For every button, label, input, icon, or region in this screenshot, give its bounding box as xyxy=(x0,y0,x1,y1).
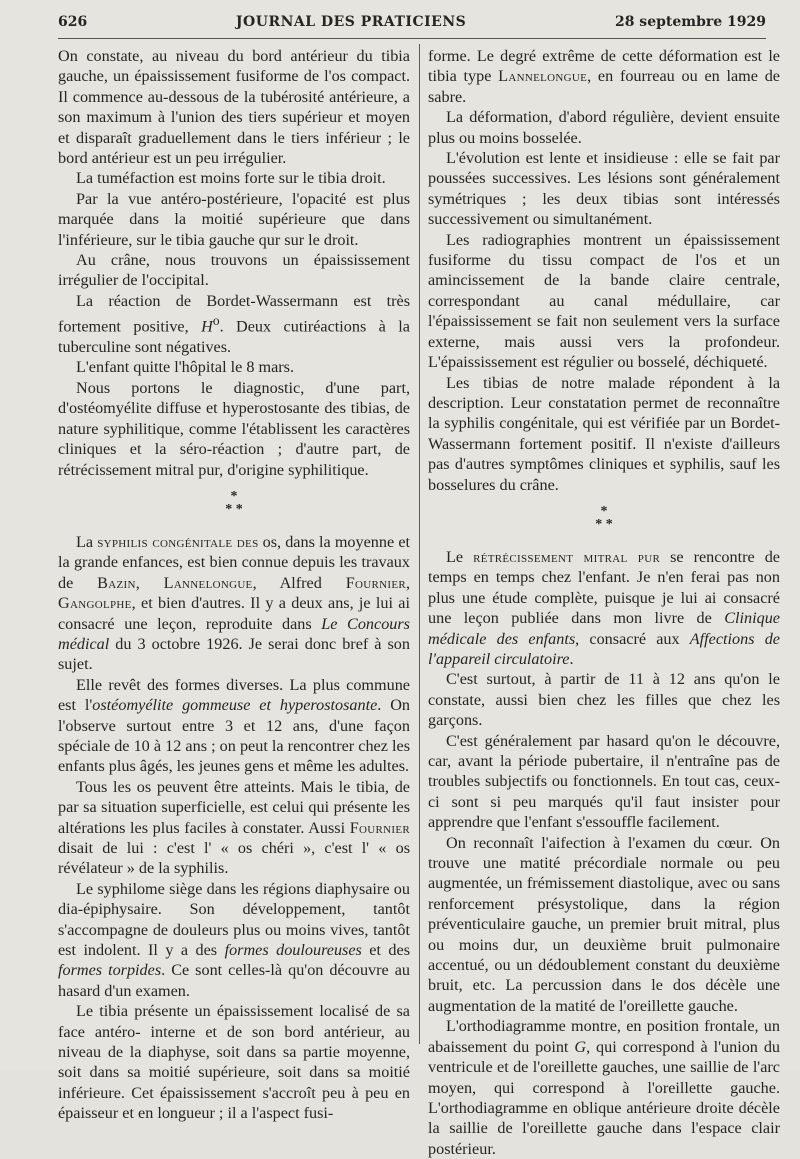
paragraph: On reconnaît l'aifection à l'examen du cœur. On trouve une matité précordiale normale ou peu augmentée, un frémissement diastolique, avec ou sans renforcement présystolique, dans la région préventiculaire gauche, un premier bruit mitral, plus ou moins dur, un deuxième bruit pulmonaire accentué, ou un dédoublement constant du deuxième bruit, etc. La percussion dans le dos décèle une augmentation de la matité de l'oreillette gauche. xyxy=(428,833,780,1015)
column-divider xyxy=(419,44,420,1044)
section-separator: * * * xyxy=(225,488,243,517)
paragraph: forme. Le degré extrême de cette déformation est le tibia type Lannelongue, en fourreau ou en lame de sabre. xyxy=(428,47,780,106)
section-separator: * * * xyxy=(595,503,613,532)
paragraph: L'évolution est lente et insidieuse : elle se fait par poussées successives. Les lésions sont généralement symétriques ; les deux tibias sont intéressés successivement ou simultanément. xyxy=(428,149,780,229)
left-column xyxy=(58,46,410,1124)
page-header xyxy=(58,14,766,39)
paragraph: Au crâne, nous trouvons un épaississement irrégulier de l'occipital. xyxy=(58,251,410,290)
paragraph: L'orthodiagramme montre, en position frontale, un abaissement du point G, qui correspond à l'union du ventricule et de l'oreillette gauches, une saillie de l'arc moyen, qui correspond à l'oreillette gauche. L'orthodiagramme en oblique antérieure droite décèle la saillie de l'oreillette gauche dans l'espace clair postérieur. xyxy=(428,1017,781,1158)
paragraph: C'est généralement par hasard qu'on le découvre, car, avant la période pubertaire, il n'entraîne pas de troubles subjectifs ou fonctionnels. En tout cas, ceux-ci sont si peu marqués qu'il faut insister pour apprendre que l'enfant s'essouffle facilement. xyxy=(428,731,780,832)
paragraph: La syphilis congénitale des os, dans la moyenne et la grande enfances, est bien connue depuis les travaux de Bazin, Lannelongue, Alfred Fournier, Gangolphe, et bien d'autres. Il y a deux ans, je lui ai consacré une leçon, reproduite dans Le Concours médical du 3 octobre 1926. Je serai donc bref à son sujet. xyxy=(58,532,411,674)
paragraph: Le syphilome siège dans les régions diaphysaire ou dia-épiphysaire. Son développement, tantôt s'accompagne de douleurs plus ou moins vives, tantôt est indolent. Il y a des formes douloureuses et des formes torpides. Ce sont celles-là qu'on découvre au hasard d'un examen. xyxy=(58,879,411,1000)
paragraph: L'enfant quitte l'hôpital le 8 mars. xyxy=(76,358,295,377)
paragraph: Les radiographies montrent un épaississement fusiforme du tissu compact de l'os et un amincissement de la bande claire centrale, correspondant au canal médullaire, car l'épaississement se fait non seulement vers la surface externe, mais aussi vers la profondeur. L'épaississement est régulier ou bosselé, déchiqueté. xyxy=(428,230,780,372)
paragraph: Les tibias de notre malade répondent à la description. Leur constatation permet de reconnaître la syphilis congénitale, qui est vérifiée par un Bordet-Wassermann fortement positif. Il n'existe d'ailleurs pas d'autres symptômes cliniques et syphilis, sauf les bosselures du crâne. xyxy=(428,373,780,494)
paragraph: La déformation, d'abord régulière, devient ensuite plus ou moins bosselée. xyxy=(428,108,780,147)
paragraph: Elle revêt des formes diverses. La plus commune est l'ostéomyélite gommeuse et hyperostosante. On l'observe surtout entre 3 et 12 ans, d'une façon spéciale de 10 à 12 ans ; on peut la rencontrer chez les enfants plus âgés, les jeunes gens et même les adultes. xyxy=(58,675,410,776)
paragraph: Nous portons le diagnostic, d'une part, d'ostéomyélite diffuse et hyperostosante des tibias, de nature syphilitique, comme l'établissent les caractères cliniques et la séro-réaction ; d'autre part, de rétrécissement mitral pur, d'origine syphilitique. xyxy=(58,378,410,479)
journal-title: JOURNAL DES PRATICIENS xyxy=(235,14,467,30)
paragraph: C'est surtout, à partir de 11 à 12 ans qu'on le constate, aussi bien chez les filles que chez les garçons. xyxy=(428,670,780,730)
paragraph: Le tibia présente un épaississement localisé de sa face antéro- interne et de son bord antérieur, au niveau de la diaphyse, soit dans sa partie moyenne, soit dans sa moitié supérieure, soit dans sa moitié inférieure. Cet épaississement s'accroît peu à peu en épaisseur et en longueur ; il a l'aspect fusi- xyxy=(58,1002,410,1123)
paragraph: Tous les os peuvent être atteints. Mais le tibia, de par sa situation superficielle, est celui qui présente les altérations les plus faciles à constater. Aussi Fournier disait de lui : c'est l' « os chéri », c'est l' « os révélateur » de la syphilis. xyxy=(58,777,410,878)
paragraph: La tuméfaction est moins forte sur le tibia droit. xyxy=(76,169,386,188)
page-number: 626 xyxy=(58,14,88,30)
paragraph: Le rétrécissement mitral pur se rencontre de temps en temps chez l'enfant. Je n'en ferai pas non plus une étude complète, puisque je lui ai consacré une leçon publiée dans mon livre de Clinique médicale des enfants, consacré aux Affections de l'appareil circulatoire. xyxy=(428,547,780,668)
right-column xyxy=(428,46,780,1159)
paragraph: On constate, au niveau du bord antérieur du tibia gauche, un épaississement fusiforme de l'os compact. Il commence au-dessous de la tubérosité antérieure, a son maximum à l'union des tiers supérieur et moyen et disparaît graduellement dans le tiers inférieur ; le bord antérieur est un peu irrégulier. xyxy=(58,47,410,168)
issue-date: 28 septembre 1929 xyxy=(614,14,766,30)
paragraph: Par la vue antéro-postérieure, l'opacité est plus marquée dans la moitié supérieure que dans l'inférieure, sur le tibia gauche qur sur le droit. xyxy=(58,189,410,249)
paragraph: La réaction de Bordet-Wassermann est très fortement positive, $H^o$. Deux cutiréactions à la tuberculine sont négatives. xyxy=(58,291,410,357)
